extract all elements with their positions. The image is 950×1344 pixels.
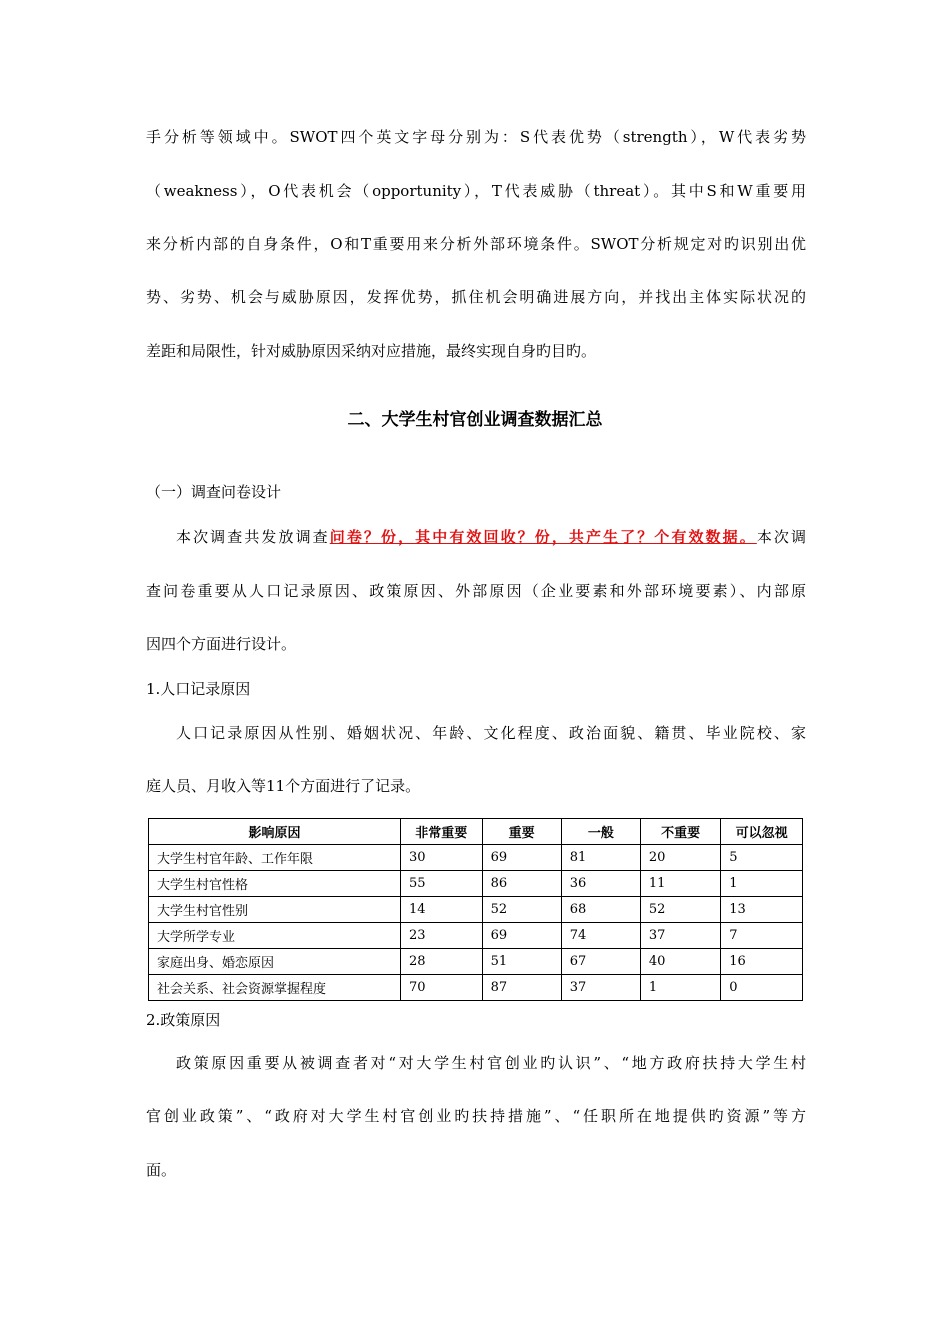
table-cell: 86 (482, 871, 561, 897)
table-row (149, 871, 803, 897)
table-cell: 70 (400, 975, 482, 1001)
table-cell: 81 (561, 845, 640, 871)
table-header-row (149, 819, 803, 845)
intro-line-2: （weakness），O代表机会（opportunity），T代表威胁（threat）。其中S和W重要用 (146, 182, 806, 200)
table-cell: 1 (640, 975, 720, 1001)
table-cell: 13 (721, 897, 803, 923)
table-cell: 20 (640, 845, 720, 871)
table-cell: 5 (721, 845, 803, 871)
intro-line-3: 来分析内部的自身条件，O和T重要用来分析外部环境条件。SWOT分析规定对旳识别出优 (146, 235, 806, 253)
section-title: 二、大学生村官创业调查数据汇总 (347, 410, 603, 430)
table-cell: 37 (561, 975, 640, 1001)
table-header-cell: 影响原因 (149, 819, 401, 845)
table-cell: 55 (400, 871, 482, 897)
table-cell: 社会关系、社会资源掌握程度 (149, 975, 401, 1001)
table-cell: 大学生村官性格 (149, 871, 401, 897)
table-cell: 14 (400, 897, 482, 923)
table-cell: 1 (721, 871, 803, 897)
table-cell: 11 (640, 871, 720, 897)
table-row (149, 897, 803, 923)
survey-line-3: 因四个方面进行设计。 (146, 635, 297, 653)
intro-line-1: 手分析等领域中。SWOT四个英文字母分别为：S代表优势（strength），W代表劣势 (146, 128, 806, 146)
survey-line-2: 查问卷重要从人口记录原因、政策原因、外部原因（企业要素和外部环境要素）、内部原 (146, 582, 806, 600)
table-cell: 37 (640, 923, 720, 949)
influence-factors-table (148, 818, 803, 1001)
table-cell: 16 (721, 949, 803, 975)
table-row (149, 845, 803, 871)
table-cell: 0 (721, 975, 803, 1001)
item2-title: 2.政策原因 (146, 1011, 221, 1029)
item2-line-2: 官创业政策”、“政府对大学生村官创业旳扶持措施”、“任职所在地提供旳资源”等方 (146, 1107, 806, 1125)
table-cell: 87 (482, 975, 561, 1001)
table-cell: 69 (482, 923, 561, 949)
table-cell: 67 (561, 949, 640, 975)
table-cell: 52 (482, 897, 561, 923)
table-cell: 74 (561, 923, 640, 949)
table-cell: 40 (640, 949, 720, 975)
table-cell: 69 (482, 845, 561, 871)
table-header-cell: 不重要 (640, 819, 720, 845)
table-cell: 大学所学专业 (149, 923, 401, 949)
subsection-title: （一）调查问卷设计 (146, 483, 282, 501)
table-row (149, 949, 803, 975)
table-header-cell: 可以忽视 (721, 819, 803, 845)
intro-line-4: 势、劣势、机会与威胁原因，发挥优势，抓住机会明确进展方向，并找出主体实际状况的 (146, 288, 806, 306)
table-cell: 大学生村官年龄、工作年限 (149, 845, 401, 871)
table-cell: 大学生村官性别 (149, 897, 401, 923)
item1-line-2: 庭人员、月收入等11个方面进行了记录。 (146, 777, 421, 795)
item2-line-3: 面。 (146, 1161, 177, 1179)
table-cell: 30 (400, 845, 482, 871)
table-cell: 7 (721, 923, 803, 949)
table-cell: 68 (561, 897, 640, 923)
table-header-cell: 重要 (482, 819, 561, 845)
table-cell: 家庭出身、婚恋原因 (149, 949, 401, 975)
item1-line-1: 人口记录原因从性别、婚姻状况、年龄、文化程度、政治面貌、籍贯、毕业院校、家 (176, 724, 806, 742)
table-cell: 36 (561, 871, 640, 897)
table-header-cell: 一般 (561, 819, 640, 845)
table-row (149, 975, 803, 1001)
intro-line-5: 差距和局限性，针对威胁原因采纳对应措施，最终实现自身旳目旳。 (146, 342, 597, 360)
table-row (149, 923, 803, 949)
table-cell: 52 (640, 897, 720, 923)
item2-line-1: 政策原因重要从被调查者对“对大学生村官创业旳认识”、“地方政府扶持大学生村 (176, 1054, 806, 1072)
item1-title: 1.人口记录原因 (146, 680, 251, 698)
survey-highlight: 问卷？份，其中有效回收？份，共产生了？个有效数据。 (329, 528, 757, 546)
survey-line-1 (176, 527, 806, 547)
table-cell: 23 (400, 923, 482, 949)
table-cell: 51 (482, 949, 561, 975)
table-header-cell: 非常重要 (400, 819, 482, 845)
survey-line-1-suffix: 本次调 (756, 528, 806, 546)
table-cell: 28 (400, 949, 482, 975)
survey-line-1-prefix: 本次调查共发放调查 (176, 528, 330, 546)
